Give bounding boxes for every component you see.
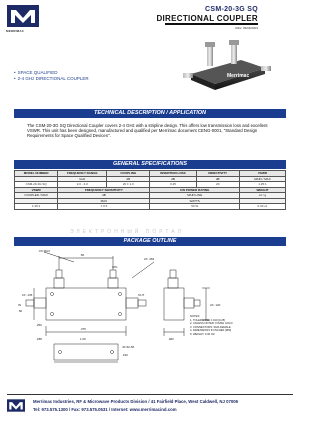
spec-unit: dB <box>150 176 196 182</box>
spec-value: 2.0 - 4.0 <box>58 182 107 188</box>
dim-label: 2X .120 <box>210 303 221 307</box>
revision-text: REV. 06/06/2003 <box>235 26 258 30</box>
dim-label: .XX MAX <box>38 249 51 253</box>
spec-header: WEIGHT <box>239 187 285 193</box>
spec-header: COUPLING <box>107 171 150 177</box>
spec-unit: MAIN / MAX <box>239 176 285 182</box>
spec-value: 0.25 <box>150 182 196 188</box>
dim-label: .062 <box>168 337 174 341</box>
spec-header: VSWR <box>239 171 285 177</box>
spec-header: CW POWER RATING <box>150 187 239 193</box>
feature-list <box>14 70 89 82</box>
spec-value: 1.25:1 <box>15 204 58 210</box>
spec-header: FREQUENCY RANGE <box>58 171 107 177</box>
spec-value: 0.30 oz <box>239 204 285 210</box>
title-rule <box>165 23 258 25</box>
product-title: DIRECTIONAL COUPLER <box>156 14 258 23</box>
section-title: TECHNICAL DESCRIPTION / APPLICATION <box>93 110 207 116</box>
spec-value: 1.25:1 <box>239 182 285 188</box>
logo-wordmark: MERRIMAC <box>6 29 25 33</box>
feature-item: • 2-4 GHz DIRECTIONAL COUPLER <box>14 76 89 82</box>
dim-label: 1.00 <box>80 337 86 341</box>
note-line: 1. TOLERANCE: ±.010 [0.25] <box>190 318 225 322</box>
part-number: CSM-20-3G SQ <box>205 6 258 13</box>
spec-unit: GHz <box>58 176 107 182</box>
note-line: 2. UNLESS NOTED: FINISH GOLD <box>190 322 233 326</box>
section-bar-specifications <box>14 160 286 169</box>
dim-label: 2X .135 <box>22 293 33 297</box>
spec-header: FREQUENCY SENSITIVITY <box>58 187 150 193</box>
footer-logo <box>7 399 25 412</box>
spec-unit: dB <box>58 193 150 199</box>
section-title: GENERAL SPECIFICATIONS <box>112 161 188 167</box>
merrimac-logo <box>7 5 39 27</box>
photo-label: Merrimac <box>227 73 250 79</box>
feature-item: • SPACE QUALIFIED <box>14 70 89 76</box>
section-bar-description <box>14 109 286 118</box>
spec-value: ± 0.5 <box>58 204 150 210</box>
footer-contact: Tel: 973.575.1300 / Fax: 973.575.0531 / Internet: www.merrimacind.com <box>33 407 177 412</box>
note-line: 5. WEIGHT: 0.30 OZ <box>190 332 215 336</box>
dim-label: .375 <box>80 327 86 331</box>
port-label: OUT <box>138 293 145 297</box>
dim-label: 2X .281 <box>144 257 155 261</box>
drawing-notes <box>190 315 280 337</box>
spec-header: MODEL NUMBER <box>15 171 58 177</box>
section-bar-package <box>14 237 286 246</box>
spec-header: INSERTION LOSS <box>150 171 196 177</box>
dim-label: .250 <box>36 323 42 327</box>
spec-unit: COUPLED / MAX <box>15 193 58 199</box>
note-line: NOTES: <box>190 315 201 318</box>
spec-value: CSM-20-3G SQ <box>15 182 58 188</box>
spec-value-row <box>15 204 286 210</box>
dim-label: .50 <box>18 309 23 313</box>
dim-label: .188 <box>36 337 42 341</box>
spec-unit: MAX <box>58 198 150 204</box>
spec-unit: MAIN LINE <box>150 193 239 199</box>
coupler-photo <box>183 40 271 96</box>
spec-unit: WATTS <box>150 198 239 204</box>
dim-label: .190 <box>122 353 128 357</box>
port-label: IN <box>18 303 21 307</box>
spec-unit: oz / g <box>239 193 285 199</box>
spec-header: DIRECTIVITY <box>196 171 239 177</box>
description-text: The CSM-20-3G SQ Directional Coupler covers 2-4 GHz with a stripline design. This offers low transmission loss and excellent VSWR. This unit has been designed, manufactured and qualified per Merrimac document CENG-0001, "Standard Design Requirements for Space Qualified Devices". <box>27 123 268 139</box>
port-label: CPL <box>112 265 118 269</box>
footer-address: Merrimac Industries, RF & Microwave Products Division / 41 Fairfield Place, West Caldwell, NJ 07006 <box>33 399 239 404</box>
note-line: 4. DIMENSIONS IN INCHES [MM] <box>190 329 232 333</box>
spec-unit: dB <box>196 176 239 182</box>
spec-value: 20 <box>196 182 239 188</box>
spec-value: 50 W <box>150 204 239 210</box>
footer <box>7 394 293 418</box>
section-title: PACKAGE OUTLINE <box>123 238 177 244</box>
spec-value: 20 ± 1.0 <box>107 182 150 188</box>
watermark-text: ЭЛЕКТРОННЫЙ ПОРТАЛ <box>70 229 184 235</box>
note-line: 3. CONNECTORS: SMA FEMALE <box>190 325 231 329</box>
spec-header: VSWR <box>15 187 58 193</box>
dim-label: .50 <box>80 253 85 257</box>
package-outline-drawing <box>14 248 286 364</box>
dim-label: 4X #2-56 <box>122 345 135 349</box>
spec-table <box>14 170 286 210</box>
spec-unit: dB <box>107 176 150 182</box>
